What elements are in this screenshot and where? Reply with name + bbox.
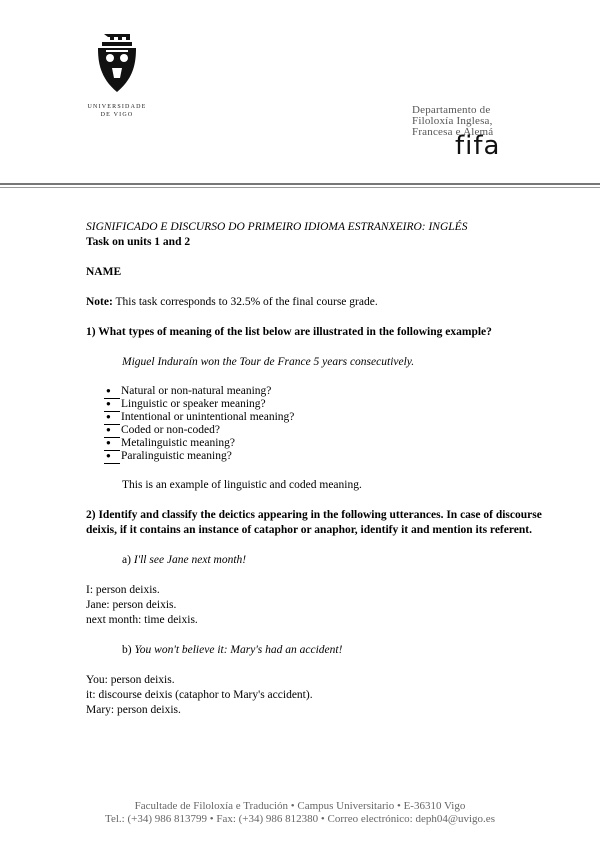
department-line: Francesa e Alemá [412,126,494,138]
option-text: Coded or non-coded? [121,424,220,436]
q1-options-list [104,385,546,463]
option-text: Natural or non-natural meaning? [121,385,272,397]
option-text: Linguistic or speaker meaning? [121,398,266,410]
footer-address: Facultade de Filoloxía e Tradución • Campus Universitario • E-36310 Vigo [134,800,466,812]
task-title: Task on units 1 and 2 [86,236,191,248]
list-item [104,450,546,463]
logo-text-line2: DE VIGO [100,112,134,118]
q2a-utterance-line [122,553,546,568]
note-text: This task corresponds to 32.5% of the final course grade. [112,296,378,308]
q2a-answer-line: Jane: person deixis. [86,599,177,611]
document-body [86,220,546,718]
university-logo [82,30,152,120]
q2b-utterance: You won't believe it: Mary's had an accident! [134,644,343,656]
header-divider-thin [0,187,600,188]
q2a-label: a) [122,554,134,566]
note-paragraph [86,295,546,310]
q2a-answer-line: next month: time deixis. [86,614,198,626]
logo-text-line1: UNIVERSIDADE [87,104,147,110]
question-2: 2) Identify and classify the deictics appearing in the following utterances. In case of discourse deixis, if it contains an instance of cataphor or anaphor, identify it and mention its referent. [86,509,542,536]
option-text: Metalinguistic meaning? [121,437,236,449]
q2a-utterance: I'll see Jane next month! [133,554,247,566]
option-text: Intentional or unintentional meaning? [121,411,295,423]
note-label: Note: [86,296,113,308]
q2b-utterance-line [122,643,546,658]
q2b-answer-line: it: discourse deixis (cataphor to Mary's accident). [86,689,313,701]
q2b-answer-line: You: person deixis. [86,674,175,686]
option-text: Paralinguistic meaning? [121,450,232,462]
q2b-label: b) [122,644,135,656]
header-divider [0,183,600,185]
name-label: NAME [86,266,122,278]
department-line: Filoloxía Inglesa, [412,115,493,127]
course-title: SIGNIFICADO E DISCURSO DO PRIMEIRO IDIOMA ESTRANXEIRO: INGLÉS [86,221,468,233]
q1-example: Miguel Induraín won the Tour de France 5 years consecutively. [122,356,415,368]
question-1: 1) What types of meaning of the list below are illustrated in the following example? [86,326,492,338]
department-acronym-logo: fifa [455,131,501,161]
footer-contact: Tel.: (+34) 986 813799 • Fax: (+34) 986 812380 • Correo electrónico: deph04@uvigo.es [105,813,495,825]
bullet-icon [104,449,120,464]
q1-answer: This is an example of linguistic and coded meaning. [122,479,362,491]
department-line: Departamento de [412,104,491,116]
q2b-answer-line: Mary: person deixis. [86,704,181,716]
university-seal-icon [82,30,152,98]
q2a-answer-line: I: person deixis. [86,584,160,596]
